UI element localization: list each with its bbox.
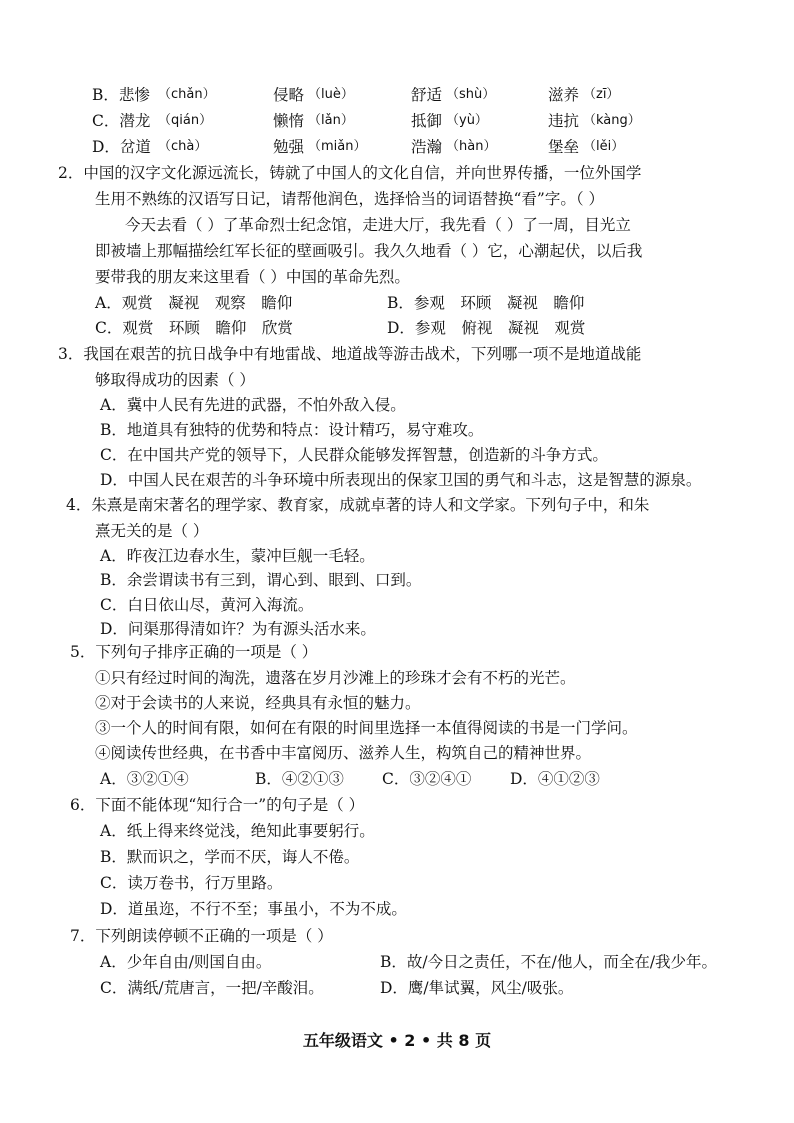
- q7-option-b: B．故/今日之责任，不在/他人，而全在/我少年。: [380, 953, 718, 971]
- q1-c-word4: 违抗: [548, 112, 580, 130]
- q6-option-a: A．纸上得来终觉浅，绝知此事要躬行。: [100, 822, 375, 840]
- q1-b-pinyin4: （zī）: [583, 87, 620, 102]
- q3-option-a: A．冀中人民有先进的武器，不怕外敌入侵。: [100, 396, 406, 414]
- q1-b-word4: 滋养: [548, 86, 580, 104]
- q5-sentence-4: ④阅读传世经典，在书香中丰富阅历、滋养人生，构筑自己的精神世界。: [95, 744, 592, 762]
- q2-option-d: D．参观 俯视 凝视 观赏: [387, 319, 586, 337]
- q5-option-a: A．③②①④: [100, 770, 189, 788]
- q5-option-c: C．③②④①: [382, 770, 472, 788]
- q1-b-word2: 侵略: [273, 86, 305, 104]
- q3-option-b: B．地道具有独特的优势和特点：设计精巧，易守难攻。: [100, 421, 484, 439]
- q1-b-pinyin2: （luè）: [308, 87, 354, 102]
- q1-c-pinyin3: （yù）: [446, 113, 488, 128]
- q1-c-pinyin1: （qián）: [158, 113, 213, 128]
- q1-d-pinyin1: （chà）: [158, 139, 208, 154]
- q3-option-c: C．在中国共产党的领导下，人民群众能够发挥智慧，创造新的斗争方式。: [100, 446, 608, 464]
- q1-d-pinyin3: （hàn）: [446, 139, 497, 154]
- q5-sentence-1: ①只有经过时间的淘洗，遗落在岁月沙滩上的珍珠才会有不朽的光芒。: [95, 669, 576, 687]
- q4-option-c: C．白日依山尽，黄河入海流。: [100, 596, 314, 614]
- q1-d-pinyin2: （miǎn）: [308, 139, 367, 154]
- q5-sentence-3: ③一个人的时间有限，如何在有限的时间里选择一本值得阅读的书是一门学问。: [95, 719, 638, 737]
- q1-c-word2: 懒惰: [273, 112, 305, 130]
- q3-stem-line1: 3．我国在艰苦的抗日战争中有地雷战、地道战等游击战术，下列哪一项不是地道战能: [58, 345, 642, 363]
- q2-option-a: A．观赏 凝视 观察 瞻仰: [95, 294, 293, 312]
- q1-d-word2: 勉强: [273, 138, 305, 156]
- q3-option-d: D．中国人民在艰苦的斗争环境中所表现出的保家卫国的勇气和斗志，这是智慧的源泉。: [100, 471, 702, 489]
- q2-option-b: B．参观 环顾 凝视 瞻仰: [387, 294, 585, 312]
- q2-passage-line1: 今天去看（ ）了革命烈士纪念馆，走进大厅，我先看（ ）了一周，目光立: [125, 216, 631, 234]
- q2-passage-line2: 即被墙上那幅描绘红军长征的壁画吸引。我久久地看（ ）它，心潮起伏，以后我: [95, 242, 643, 260]
- q6-option-c: C．读万卷书，行万里路。: [100, 874, 283, 892]
- q6-stem: 6．下面不能体现“知行合一”的句子是（ ）: [70, 796, 365, 814]
- q2-stem-line2: 生用不熟练的汉语写日记，请帮他润色，选择恰当的词语替换“看”字。（ ）: [95, 190, 605, 208]
- q1-d-word4: 堡垒: [548, 138, 580, 156]
- q1-b-pinyin1: （chǎn）: [158, 87, 216, 102]
- q2-option-c: C．观赏 环顾 瞻仰 欣赏: [95, 319, 293, 337]
- q6-option-d: D．道虽迩，不行不至；事虽小，不为不成。: [100, 900, 407, 918]
- page-footer: 五年级语文 • 2 • 共 8 页: [302, 1031, 492, 1050]
- q4-stem-line1: 4．朱熹是南宋著名的理学家、教育家，成就卓著的诗人和文学家。下列句子中，和朱: [66, 496, 650, 514]
- q7-stem: 7．下列朗读停顿不正确的一项是（ ）: [70, 927, 333, 945]
- q5-option-b: B．④②①③: [255, 770, 344, 788]
- q1-c-word3: 抵御: [411, 112, 443, 130]
- q1-b-pinyin3: （shù）: [446, 87, 496, 102]
- q2-passage-line3: 要带我的朋友来这里看（ ）中国的革命先烈。: [95, 268, 410, 286]
- q3-stem-line2: 够取得成功的因素（ ）: [95, 371, 255, 389]
- q4-option-a: A．昨夜江边春水生，蒙冲巨舰一毛轻。: [100, 547, 375, 565]
- q4-option-d: D．问渠那得清如许？为有源头活水来。: [100, 620, 376, 638]
- q1-d-pinyin4: （lěi）: [583, 139, 625, 154]
- q4-stem-line2: 熹无关的是（ ）: [95, 522, 209, 540]
- q4-option-b: B．余尝谓读书有三到，谓心到、眼到、口到。: [100, 571, 422, 589]
- q5-sentence-2: ②对于会读书的人来说，经典具有永恒的魅力。: [95, 694, 421, 712]
- q1-c-pinyin2: （lǎn）: [308, 113, 354, 128]
- q1-b-word1: B．悲惨: [92, 86, 150, 104]
- q1-b-word3: 舒适: [411, 86, 443, 104]
- q5-stem: 5．下列句子排序正确的一项是（ ）: [70, 643, 318, 661]
- q7-option-d: D．鹰/隼试翼，风尘/吸张。: [380, 979, 574, 997]
- q1-d-word1: D．岔道: [92, 138, 151, 156]
- q2-stem-line1: 2．中国的汉字文化源远流长，铸就了中国人的文化自信，并向世界传播，一位外国学: [58, 164, 642, 182]
- q7-option-c: C．满纸/荒唐言，一把/辛酸泪。: [100, 979, 324, 997]
- q5-option-d: D．④①②③: [510, 770, 600, 788]
- q7-option-a: A．少年自由/则国自由。: [100, 953, 272, 971]
- q1-d-word3: 浩瀚: [411, 138, 443, 156]
- q1-c-pinyin4: （kàng）: [583, 113, 641, 128]
- q1-c-word1: C．潜龙: [92, 112, 151, 130]
- q6-option-b: B．默而识之，学而不厌，诲人不倦。: [100, 848, 360, 866]
